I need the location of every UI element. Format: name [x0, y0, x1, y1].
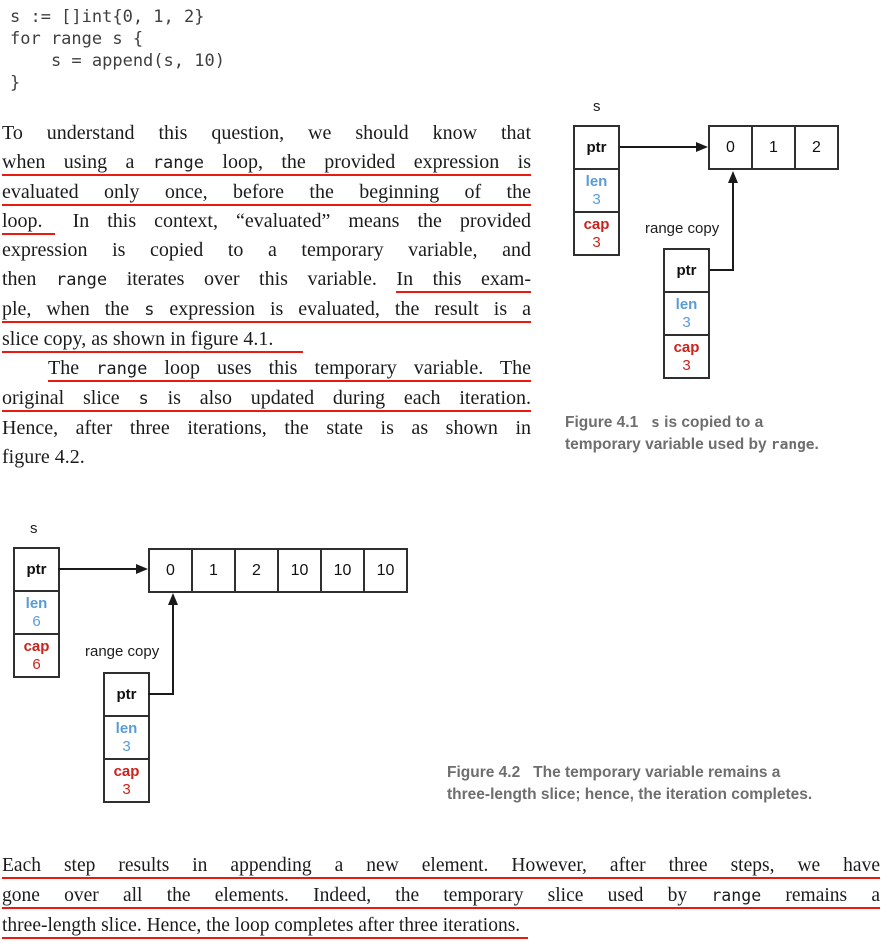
- cap-cell: [573, 211, 620, 256]
- cap-value: 6: [32, 656, 41, 673]
- text-segment: [565, 436, 819, 453]
- inline-code: range: [96, 359, 148, 379]
- inline-code: s: [144, 300, 155, 320]
- text-segment: [2, 122, 531, 144]
- underlined-text: [2, 151, 531, 176]
- text: remains a: [761, 885, 880, 906]
- slice-var-label: s: [30, 520, 38, 537]
- text: evaluated only once, before the beginning of the: [2, 181, 531, 203]
- underlined-text: [48, 357, 531, 382]
- underlined-text: [2, 181, 531, 206]
- code-line: s = append(s, 10): [10, 51, 225, 71]
- len-value: 3: [592, 191, 601, 208]
- text-segment: [2, 268, 396, 290]
- text: Each step results in appending a new element. However, after three steps, we have: [2, 855, 880, 876]
- len-cell: [13, 590, 60, 635]
- text-line: [565, 412, 895, 434]
- backing-array: [148, 548, 408, 593]
- text-line: [2, 148, 531, 178]
- text-line: [2, 295, 531, 325]
- text-line: [2, 178, 531, 207]
- text-line: [2, 207, 531, 236]
- cap-cell: [13, 633, 60, 678]
- code-line: for range s {: [10, 29, 144, 49]
- text-segment: [2, 239, 531, 261]
- cap-label: cap: [583, 216, 610, 233]
- text: figure 4.2.: [2, 446, 85, 468]
- code-line: }: [10, 73, 21, 93]
- text-segment: [447, 764, 780, 781]
- underlined-text: [2, 855, 880, 879]
- cap-cell: [663, 334, 710, 379]
- array-cell: 1: [191, 548, 236, 593]
- slice-header-s: [573, 125, 620, 256]
- cap-cell: [103, 758, 150, 803]
- text-line: [447, 784, 893, 806]
- text: expression is evaluated, the result is a: [154, 298, 531, 320]
- ptr-cell: ptr: [103, 672, 150, 717]
- paragraph-main: [2, 119, 531, 472]
- underlined-text: [396, 268, 531, 293]
- text-line: [2, 911, 880, 941]
- len-cell: [103, 715, 150, 760]
- array-cell: 10: [277, 548, 322, 593]
- cap-label: cap: [113, 763, 140, 780]
- array-cell: 0: [148, 548, 193, 593]
- array-cell: 2: [234, 548, 279, 593]
- text: Hence, after three iterations, the state is as shown in: [2, 417, 531, 439]
- len-label: len: [585, 173, 608, 190]
- ptr-cell: ptr: [663, 248, 710, 293]
- text: loop, the provided expression is: [203, 151, 531, 173]
- text-line: [2, 851, 880, 881]
- code-line: s := []int{0, 1, 2}: [10, 7, 205, 27]
- figure-4-1: [545, 90, 895, 453]
- text: iterates over this variable.: [107, 268, 397, 290]
- text: expression is copied to a temporary variable, and: [2, 239, 531, 261]
- array-cell: 1: [751, 125, 796, 170]
- len-value: 3: [122, 738, 131, 755]
- text: In this exam-: [396, 268, 531, 290]
- figure-4-1-caption: [565, 412, 895, 456]
- text-line: [2, 414, 531, 443]
- text-line: [2, 881, 880, 911]
- len-value: 3: [682, 314, 691, 331]
- len-label: len: [675, 296, 698, 313]
- inline-code: range: [152, 153, 204, 173]
- text: To understand this question, we should know that: [2, 122, 531, 144]
- text-segment: [55, 210, 531, 232]
- slice-header-s: [13, 547, 60, 678]
- text: temporary variable used by: [565, 436, 771, 453]
- inline-code: range: [55, 270, 108, 290]
- inline-code: s: [651, 415, 660, 431]
- cap-value: 3: [682, 357, 691, 374]
- text-line: [2, 354, 531, 384]
- underlined-text: [2, 915, 528, 939]
- cap-label: cap: [673, 339, 700, 356]
- ptr-cell: ptr: [13, 547, 60, 592]
- underlined-text: [2, 885, 880, 909]
- len-value: 6: [32, 613, 41, 630]
- array-cell: 0: [708, 125, 753, 170]
- text: The: [48, 357, 97, 379]
- figure-4-2: [0, 508, 460, 820]
- text-line: [2, 236, 531, 265]
- text-segment: [565, 414, 763, 431]
- range-copy-label: range copy: [85, 643, 160, 660]
- text-line: [2, 384, 531, 414]
- text: slice copy, as shown in figure 4.1.: [2, 328, 274, 350]
- text-segment: [2, 417, 531, 439]
- text: In this context, “evaluated” means the provided: [54, 210, 531, 232]
- ptr-cell: ptr: [573, 125, 620, 170]
- text-line: [2, 119, 531, 148]
- text: ple, when the: [2, 298, 145, 320]
- text: three-length slice. Hence, the loop completes after three iterations.: [2, 915, 521, 936]
- text-line: [2, 443, 531, 472]
- underlined-text: [2, 298, 531, 323]
- len-cell: [573, 168, 620, 213]
- paragraph-bottom: [2, 851, 880, 941]
- cap-value: 3: [122, 781, 131, 798]
- underlined-text: [2, 210, 55, 235]
- slice-header-range-copy: [663, 248, 710, 379]
- len-cell: [663, 291, 710, 336]
- text: Figure 4.1: [565, 414, 652, 431]
- len-label: len: [115, 720, 138, 737]
- text-line: [447, 762, 893, 784]
- text-line: [2, 325, 531, 354]
- len-label: len: [25, 595, 48, 612]
- inline-code: range: [770, 437, 815, 453]
- inline-code: s: [138, 389, 149, 409]
- text: loop.: [2, 210, 43, 232]
- text-segment: [2, 446, 85, 468]
- cap-label: cap: [23, 638, 50, 655]
- text: .: [814, 436, 819, 453]
- array-cell: 10: [363, 548, 408, 593]
- text: is copied to a: [659, 414, 764, 431]
- inline-code: range: [711, 886, 762, 905]
- text-line: [565, 434, 895, 456]
- cap-value: 3: [592, 234, 601, 251]
- array-cell: 2: [794, 125, 839, 170]
- text-segment: [447, 786, 812, 803]
- array-cell: 10: [320, 548, 365, 593]
- backing-array: [708, 125, 839, 170]
- text-line: [2, 265, 531, 295]
- text: three-length slice; hence, the iteration completes.: [447, 786, 813, 803]
- underlined-text: [2, 328, 303, 353]
- range-copy-label: range copy: [645, 220, 720, 237]
- text: is also updated during each iteration.: [148, 387, 532, 409]
- code-block: [10, 6, 225, 94]
- text: gone over all the elements. Indeed, the temporary slice used by: [2, 885, 712, 906]
- text: loop uses this temporary variable. The: [147, 357, 531, 379]
- text: when using a: [2, 151, 153, 173]
- underlined-text: [2, 387, 531, 412]
- slice-var-label: s: [593, 98, 601, 115]
- slice-header-range-copy: [103, 672, 150, 803]
- text: original slice: [2, 387, 139, 409]
- text: then: [2, 268, 56, 290]
- text: Figure 4.2 The temporary variable remains a: [447, 764, 781, 781]
- figure-4-2-caption: [447, 762, 893, 806]
